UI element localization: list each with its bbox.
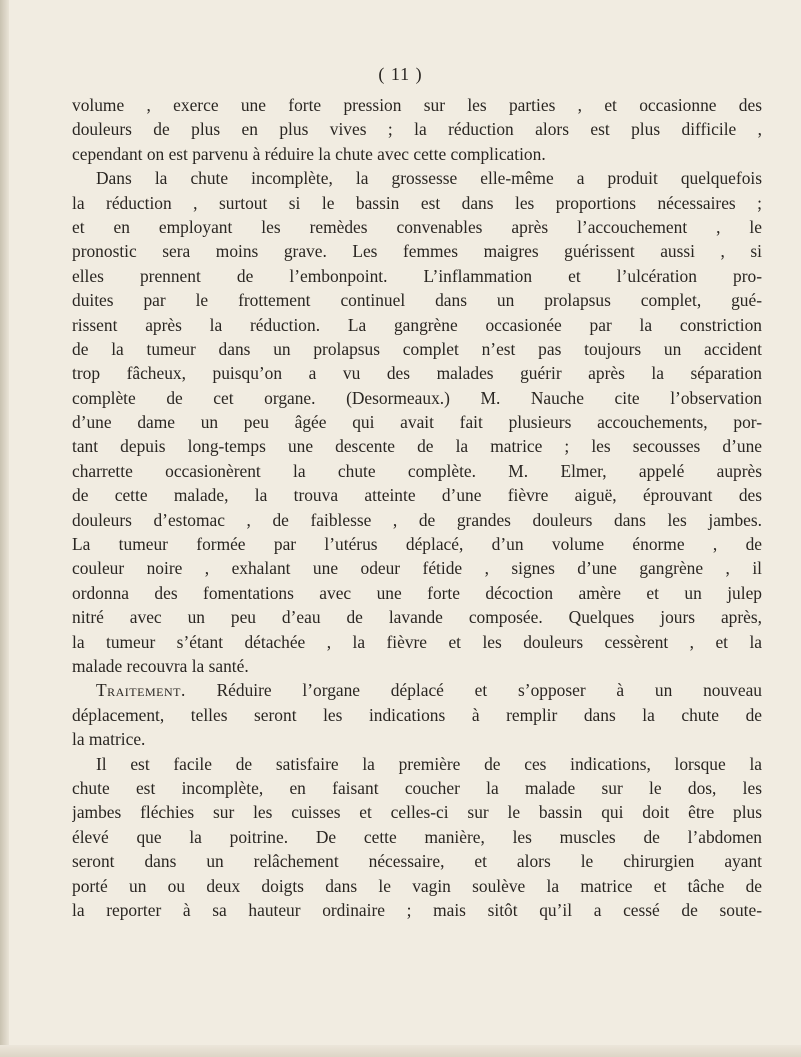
text-line: de la tumeur dans un prolapsus complet n’est pas toujours un accident [72,338,762,359]
text-line: d’une dame un peu âgée qui avait fait plusieurs accouchements, por- [72,412,762,433]
text-line: et en employant les remèdes convenables après l’accouchement , le [72,216,762,237]
text-line: trop fâcheux, puisqu’on a vu des malades guérir après la séparation [72,363,762,384]
text-line: elles prennent de l’embonpoint. L’inflammation et l’ulcération pro- [72,265,762,286]
text-line: jambes fléchies sur les cuisses et celles-ci sur le bassin qui doit être plus [72,802,762,823]
text-line: porté un ou deux doigts dans le vagin soulève la matrice et tâche de [72,875,762,896]
page-number: ( 11 ) [378,64,423,84]
text-line: tant depuis long-temps une descente de la matrice ; les secousses d’une [72,436,762,457]
text-line: chute est incomplète, en faisant coucher la malade sur le dos, les [72,777,762,798]
text-line: rissent après la réduction. La gangrène occasionée par la constriction [72,314,762,335]
text-line: couleur noire , exhalant une odeur fétide , signes d’une gangrène , il [72,558,762,579]
text-line: la reporter à sa hauteur ordinaire ; mais sitôt qu’il a cessé de soute- [72,899,762,920]
text-line: la tumeur s’étant détachée , la fièvre et les douleurs cessèrent , et la [72,631,762,652]
text-line: la matrice. [72,729,146,750]
text-line: pronostic sera moins grave. Les femmes maigres guérissent aussi , si [72,241,762,262]
text-line: déplacement, telles seront les indications à remplir dans la chute de [72,704,762,725]
page-edge-bottom [0,1045,801,1057]
text-line: de cette malade, la trouva atteinte d’une fièvre aiguë, éprouvant des [72,485,762,506]
text-line: Il est facile de satisfaire la première de ces indications, lorsque la [96,753,762,774]
text-line: douleurs de plus en plus vives ; la réduction alors est plus difficile , [72,119,762,140]
text-line: malade recouvra la santé. [72,655,249,676]
text-line: cependant on est parvenu à réduire la chute avec cette complication. [72,143,546,164]
text-line: seront dans un relâchement nécessaire, et alors le chirurgien ayant [72,851,762,872]
text-line [72,678,762,702]
text-line: nitré avec un peu d’eau de lavande composée. Quelques jours après, [72,607,762,628]
section-heading: Traitement. [96,680,186,701]
text-line: douleurs d’estomac , de faiblesse , de grandes douleurs dans les jambes. [72,509,762,530]
text-line: La tumeur formée par l’utérus déplacé, d’un volume énorme , de [72,534,762,555]
text-line: élevé que la poitrine. De cette manière, les muscles de l’abdomen [72,826,762,847]
text-line: la réduction , surtout si le bassin est dans les proportions nécessaires ; [72,192,762,213]
text-line: Dans la chute incomplète, la grossesse elle-même a produit quelquefois [96,168,762,189]
text-line: ordonna des fomentations avec une forte décoction amère et un julep [72,582,762,603]
body-text [72,93,762,922]
text-line: volume , exerce une forte pression sur les parties , et occasionne des [72,95,762,115]
page-edge-left [0,0,9,1057]
text-line: charrette occasionèrent la chute complète. M. Elmer, appelé auprès [72,460,762,481]
text-line: duites par le frottement continuel dans un prolapsus complet, gué- [72,290,762,311]
text-run: Réduire l’organe déplacé et s’opposer à un nouveau [216,680,762,701]
text-line: complète de cet organe. (Desormeaux.) M. Nauche cite l’observation [72,387,762,408]
